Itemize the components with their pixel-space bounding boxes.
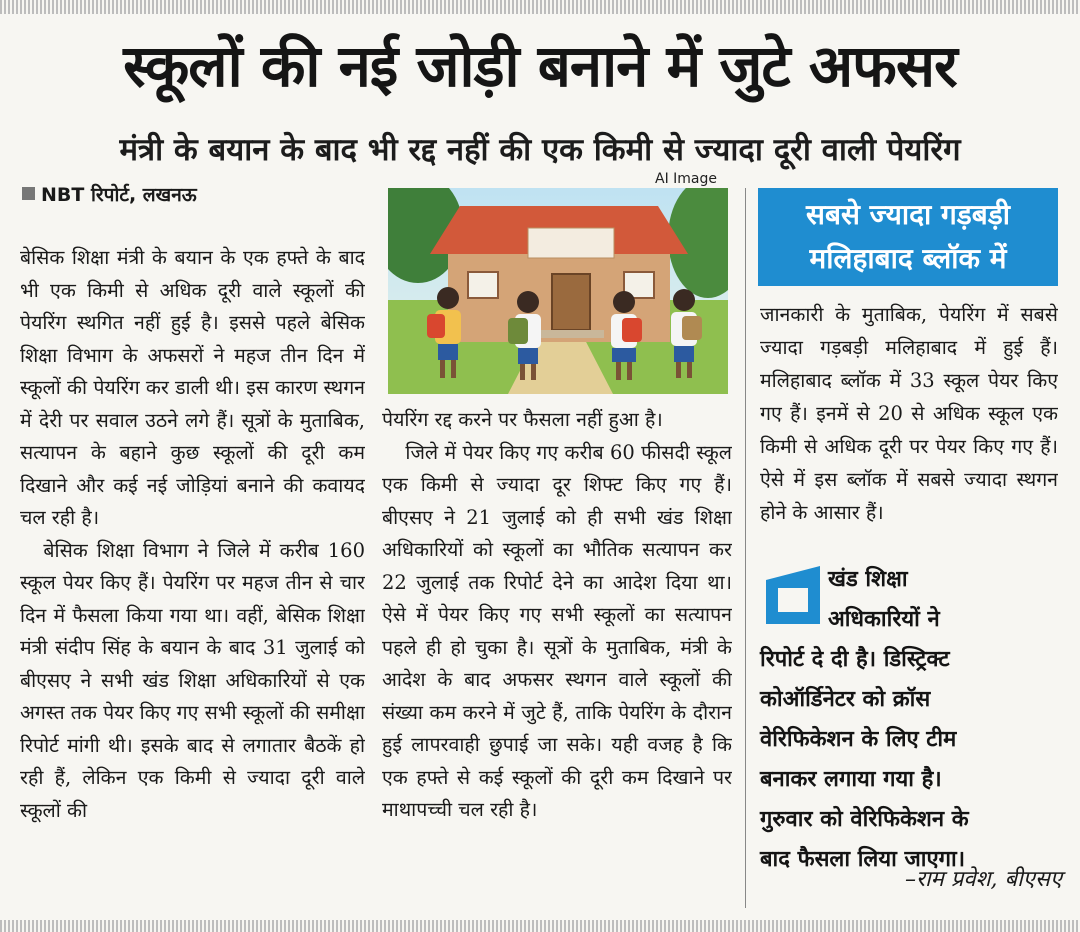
headline: स्कूलों की नई जोड़ी बनाने में जुटे अफसर <box>123 32 957 100</box>
quote-body <box>760 640 1060 880</box>
quote-line: कोऑर्डिनेटर को क्रॉस <box>760 687 931 712</box>
quote-line: बनाकर लगाया गया है। <box>760 767 942 792</box>
byline-square-icon <box>22 187 35 200</box>
sidebar-heading-line-1: सबसे ज्यादा गड़बड़ी <box>806 198 1010 231</box>
article-column-1 <box>20 242 365 906</box>
quote-line: खंड शिक्षा <box>828 567 908 592</box>
article-column-2 <box>382 404 732 904</box>
column-divider <box>745 188 746 908</box>
col1-paragraph-2: बेसिक शिक्षा विभाग ने जिले में करीब 160 स्कूल पेयर किए हैं। पेयरिंग पर महज तीन से चार दिन में फैसला किया गया था। वहीं, बेसिक शिक्षा मंत्री संदीप सिंह के बयान के बाद 31 जुलाई को बीएसए ने सभी खंड शिक्षा अधिकारियों से एक अगस्त तक पेयर किए गए सभी स्कूलों की समीक्षा रिपोर्ट मांगी थी। इसके बाद से लगातार बैठकें हो रही हैं, लेकिन एक किमी से ज्यादा दूरी वाले स्कूलों की <box>20 538 365 822</box>
byline-text: NBT रिपोर्ट, लखनऊ <box>41 184 197 206</box>
sidebar-body: जानकारी के मुताबिक, पेयरिंग में सबसे ज्यादा गड़बड़ी मलिहाबाद में हुई हैं। मलिहाबाद ब्लॉक में 33 स्कूल पेयर किए गए हैं। इनमें से 20 से अधिक स्कूल एक किमी से अधिक दूरी पर पेयर किए गए हैं। ऐसे में इस ब्लॉक में सबसे ज्यादा स्थगन होने के आसार हैं। <box>760 303 1058 524</box>
quote-line: रिपोर्ट दे दी है। डिस्ट्रिक्ट <box>760 647 950 672</box>
image-label: AI Image <box>655 171 718 187</box>
subheadline: मंत्री के बयान के बाद भी रद्द नहीं की एक किमी से ज्यादा दूरी वाली पेयरिंग <box>119 132 961 168</box>
official-quote <box>760 560 1070 880</box>
col1-paragraph-1: बेसिक शिक्षा मंत्री के बयान के एक हफ्ते के बाद भी एक किमी से अधिक दूरी वाले स्कूलों की पेयरिंग स्थगित नहीं हुई है। इससे पहले बेसिक शिक्षा विभाग के अफसरों ने महज तीन दिन में स्कूलों की पेयरिंग कर डाली थी। इस कारण स्थगन में देरी पर सवाल उठने लगे हैं। सूत्रों के मुताबिक, सत्यापन के बहाने कुछ स्कूलों की दूरी कम दिखाने और कई नई जोड़ियां बनाने की कवायद चल रही है। <box>20 246 365 529</box>
col2-paragraph-1: पेयरिंग रद्द करने पर फैसला नहीं हुआ है। <box>382 408 663 431</box>
col2-paragraph-2: जिले में पेयर किए गए करीब 60 फीसदी स्कूल एक किमी से ज्यादा दूर शिफ्ट किए गए हैं। बीएसए ने 21 जुलाई को ही सभी खंड शिक्षा अधिकारियों को स्कूलों का भौतिक सत्यापन कर 22 जुलाई तक रिपोर्ट देने का आदेश दिया था। ऐसे में पेयर किए गए सभी स्कूलों का सत्यापन पहले ही हो चुका है। सूत्रों के मुताबिक, मंत्री के आदेश के बाद अफसर स्थगन वाले स्कूलों की संख्या कम करने में जुटे हैं, ताकि पेयरिंग के दौरान हुई लापरवाही छुपाई जा सके। यही वजह है कि एक हफ्ते से कई स्कूलों की दूरी कम दिखाने पर माथापच्ची चल रही है। <box>382 440 732 821</box>
quote-line: वेरिफिकेशन के लिए टीम <box>760 727 957 752</box>
top-border <box>0 0 1080 14</box>
quote-line: गुरुवार को वेरिफिकेशन के <box>760 807 969 832</box>
school-illustration <box>388 188 728 394</box>
byline <box>22 182 197 208</box>
sidebar-heading-box <box>758 188 1058 286</box>
quote-line: बाद फैसला लिया जाएगा। <box>760 847 966 872</box>
quote-attribution: –राम प्रवेश, बीएसए <box>904 867 1062 892</box>
bottom-border <box>0 920 1080 932</box>
sidebar-heading-line-2: मलिहाबाद ब्लॉक में <box>809 242 1007 275</box>
quote-line: अधिकारियों ने <box>828 607 940 632</box>
